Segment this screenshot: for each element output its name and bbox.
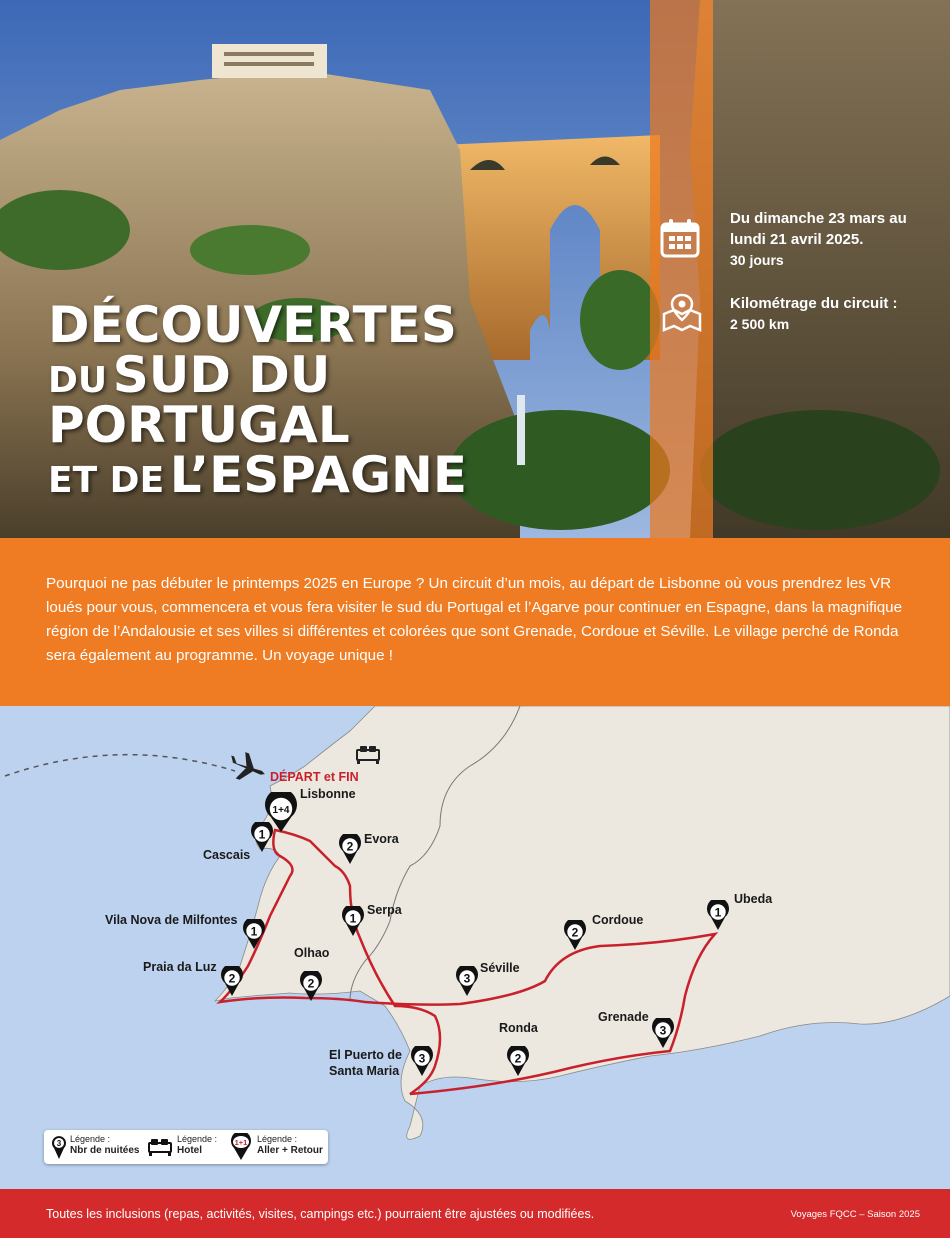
footer-bar — [0, 1189, 950, 1238]
intro-section — [0, 538, 950, 706]
svg-text:3: 3 — [56, 1139, 62, 1148]
distance-label: Kilométrage du circuit : — [730, 295, 898, 312]
dates-line-1: Du dimanche 23 mars au — [730, 210, 907, 227]
pin-nights-3: 1 — [349, 911, 357, 926]
depart-label: DÉPART et FIN — [270, 770, 359, 784]
pin-nights-9: 1 — [714, 905, 722, 920]
map-legend — [44, 1130, 328, 1164]
legend-pin-icon — [51, 1134, 67, 1160]
pin-nights-1: 1 — [258, 827, 266, 842]
map-pin-10 — [651, 1018, 675, 1048]
map-pin-3 — [341, 906, 365, 936]
title-line-2: DU SUD DU — [48, 346, 331, 404]
page-title — [48, 296, 468, 504]
pin-nights-2: 2 — [346, 839, 354, 854]
legend-item-round-trip: Légende : Aller + Retour — [257, 1134, 323, 1156]
pin-nights-0: 1+4 — [272, 805, 290, 816]
legend-item-hotel: Légende : Hotel — [177, 1134, 218, 1156]
pin-nights-7: 3 — [463, 971, 471, 986]
label-olhao: Olhao — [294, 946, 330, 960]
airplane-icon — [224, 748, 269, 787]
legend-bed-icon — [148, 1139, 172, 1157]
label-el-puerto-2: Santa Maria — [329, 1064, 400, 1078]
title-line-4: ET DE L’ESPAGNE — [48, 446, 468, 504]
pin-nights-6: 2 — [307, 976, 315, 991]
map-pin-2 — [338, 834, 362, 864]
label-seville: Séville — [480, 961, 520, 975]
trip-distance — [730, 293, 898, 335]
flight-path — [5, 755, 235, 776]
orange-accent-band — [650, 0, 713, 538]
pin-nights-5: 2 — [228, 971, 236, 986]
label-el-puerto-1: El Puerto de — [329, 1048, 402, 1062]
label-cordoue: Cordoue — [592, 913, 644, 927]
map-graphic — [0, 706, 950, 1189]
trip-dates — [730, 208, 907, 271]
label-ronda: Ronda — [499, 1021, 538, 1035]
label-vila-nova: Vila Nova de Milfontes — [105, 913, 238, 927]
map-pin-1 — [250, 822, 274, 852]
footer-season: Voyages FQCC – Saison 2025 — [790, 1209, 920, 1220]
pin-nights-4: 1 — [250, 924, 258, 939]
label-ubeda: Ubeda — [734, 892, 773, 906]
hero-banner — [0, 0, 950, 538]
itinerary-map — [0, 706, 950, 1189]
label-cascais: Cascais — [203, 848, 251, 862]
pin-nights-8: 2 — [571, 925, 579, 940]
title-line-1: DÉCOUVERTES — [48, 296, 457, 354]
map-pin-5 — [220, 966, 244, 996]
map-pin-8 — [563, 920, 587, 950]
map-pin-6 — [299, 971, 323, 1001]
map-pin-icon — [661, 292, 703, 332]
map-pin-9 — [706, 900, 730, 930]
label-praia-da-luz: Praia da Luz — [143, 960, 217, 974]
legend-round-trip-pin-icon — [228, 1133, 254, 1161]
title-line-3: PORTUGAL — [48, 396, 350, 454]
pin-nights-11: 2 — [514, 1051, 522, 1066]
calendar-icon — [660, 218, 700, 260]
pin-nights-10: 3 — [659, 1023, 667, 1038]
distance-value: 2 500 km — [730, 316, 790, 332]
dates-line-2: lundi 21 avril 2025. — [730, 231, 864, 248]
trip-duration: 30 jours — [730, 252, 784, 268]
svg-text:1+1: 1+1 — [234, 1138, 248, 1147]
map-pin-11 — [506, 1046, 530, 1076]
pin-nights-12: 3 — [418, 1051, 426, 1066]
legend-item-nights: Légende : Nbr de nuitées — [70, 1134, 140, 1156]
map-pin-7 — [455, 966, 479, 996]
intro-paragraph: Pourquoi ne pas débuter le printemps 2025 en Europe ? Un circuit d’un mois, au départ de Lisbonne où vous prendrez les VR loués pour vous, commencera et vous fera visiter le sud du Portugal et l’Agarve pour continuer en Espagne, dans la magnifique région de l’Andalousie et ses villes si différentes et colorées que sont Grenade, Cordoue et Séville. Le village perché de Ronda sera également au programme. Un voyage unique ! — [46, 575, 903, 664]
label-grenade: Grenade — [598, 1010, 649, 1024]
label-evora: Evora — [364, 832, 399, 846]
label-serpa: Serpa — [367, 903, 402, 917]
label-lisbonne: Lisbonne — [300, 787, 356, 801]
footer-disclaimer: Toutes les inclusions (repas, activités, visites, campings etc.) pourraient être ajustées ou modifiées. — [46, 1207, 595, 1221]
map-pin-12 — [410, 1046, 434, 1076]
map-pin-4 — [242, 919, 266, 949]
